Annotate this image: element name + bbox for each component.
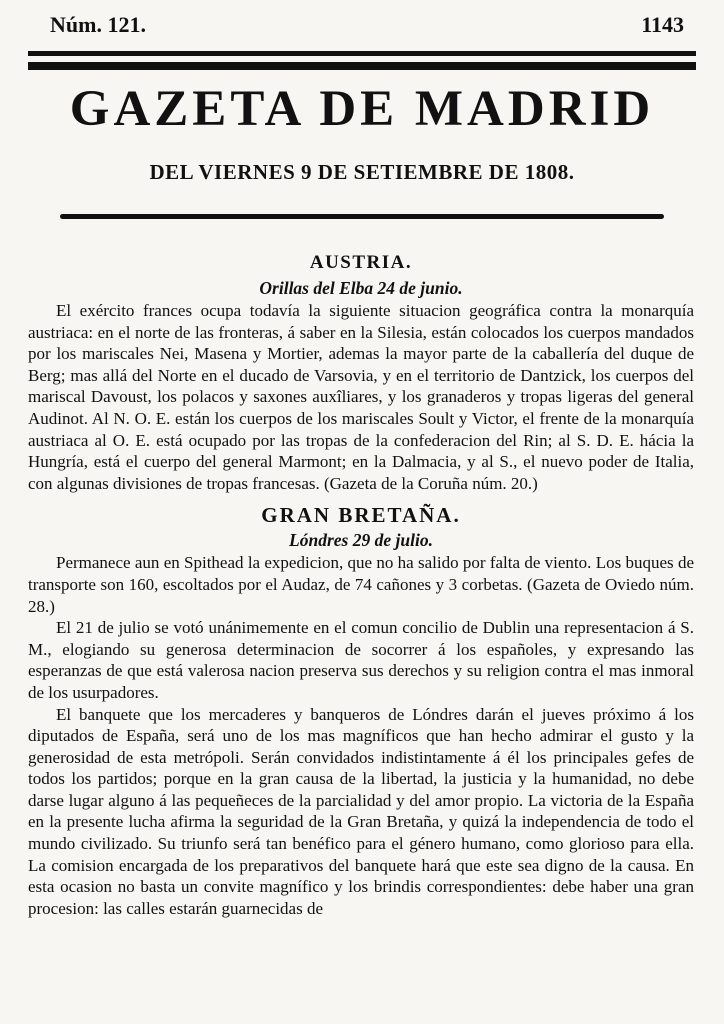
paragraph: El 21 de julio se votó unánimemente en el comun concilio de Dublin una representacion á S. M., elogiando su generosa determinacion de socorrer á los españoles, y expresando las esperanzas de que está valerosa nacion preserva sus derechos y su religion contra el mas inmoral de los usurpadores.: [28, 618, 694, 702]
paragraph: El exército frances ocupa todavía la siguiente situacion geográfica contra la monarquía austriaca: en el norte de las fronteras, á saber en la Silesia, están colocados los cuerpos mandados por los mariscales Nei, Masena y Mortier, ademas la mayor parte de la caballería del duque de Berg; mas allá del Norte en el ducado de Varsovia, y en el territorio de Dantzick, los cuerpos del mariscal Davoust, los polacos y saxones auxîliares, y los granaderos y tropas ligeras del general Audinot. Al N. O. E. están los cuerpos de los mariscales Soult y Victor, el frente de la monarquía austriaca al O. E. está ocupado por las tropas de la confederacion del Rin; al S. D. E. hácia la Hungría, está el cuerpo del general Marmont; en la Dalmacia, y al S., el nuevo poder de Italia, con algunas divisiones de tropas francesas. (Gazeta de la Coruña núm. 20.): [28, 301, 694, 493]
header-rule: [28, 51, 696, 56]
paragraph: El banquete que los mercaderes y banqueros de Lóndres darán el jueves próximo á los diputados de España, será uno de los mas magníficos que han hecho admirar el gusto y la generosidad de esta metrópoli. Serán convidados indistintamente á él los principales gefes de todos los partidos; porque en la gran causa de la libertad, la justicia y la humanidad, no debe darse lugar alguno á las pequeñeces de la parcialidad y del amor propio. La victoria de la España en la presente lucha afirma la seguridad de la Gran Bretaña, y quizá la independencia de todo el mundo civilizado. Su triunfo será tan benéfico para el género humano, como glorioso para ella. La comision encargada de los preparativos del banquete hará que este sea digno de la causa. En esta ocasion no basta un convite magnífico y los brindis correspondientes: debe haber una gran procesion: las calles estarán guarnecidas de: [28, 704, 694, 918]
masthead-rule: [60, 214, 664, 219]
section-heading: GRAN BRETAÑA.: [261, 503, 461, 528]
issue-number: Núm. 121.: [50, 12, 146, 37]
section-austria: [28, 250, 694, 494]
section-gran-bretana: [28, 502, 694, 919]
page-header: [30, 10, 694, 40]
section-heading: AUSTRIA.: [309, 252, 413, 273]
paragraph: Permanece aun en Spithead la expedicion, que no ha salido por falta de viento. Los buques de transporte son 160, escoltados por el Audaz, de 74 cañones y 3 corbetas. (Gazeta de Oviedo núm. 28.): [28, 553, 694, 616]
masthead-dateline: DEL VIERNES 9 DE SETIEMBRE DE 1808.: [149, 160, 575, 184]
section-place-date: Orillas del Elba 24 de junio.: [259, 278, 463, 298]
section-place-date: Lóndres 29 de julio.: [289, 530, 433, 551]
masthead-title: GAZETA DE MADRID: [69, 81, 655, 137]
article-body: [28, 250, 694, 919]
header-rule-thick: [28, 62, 696, 70]
page-number: 1143: [641, 12, 684, 37]
